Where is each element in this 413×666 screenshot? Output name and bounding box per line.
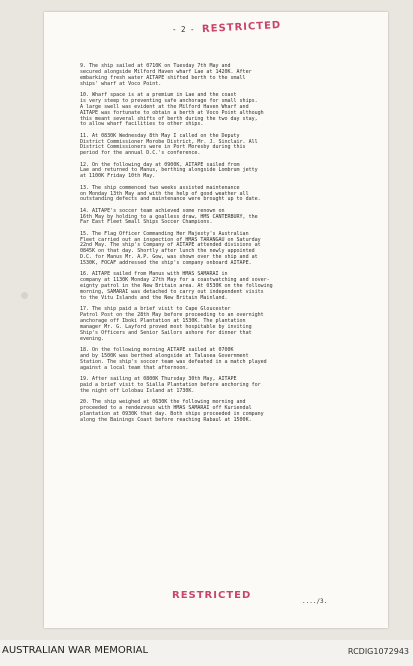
page-header (44, 18, 388, 38)
record-id: RCDIG1072943 (347, 647, 409, 656)
paragraph: 16. AITAPE sailed from Manus with HMAS SAMARAI in company at 1130K Monday 27th May for a coastwatching and sover- eignty patrol in the New Britain area. At 0530K on the following morning, SAMARAI was detached to carry out independent visits to the Vitu Islands and the New Britain Mainland. (80, 271, 273, 301)
classification-stamp-bottom: RESTRICTED (172, 590, 252, 601)
classification-stamp-top: RESTRICTED (201, 19, 282, 36)
continuation-marker: ..../3. (302, 598, 328, 605)
paragraph: 13. The ship commenced two weeks assisted maintenance on Monday 13th May and with the help of good weather all outstanding defects and maintenance were brought up to date. (80, 184, 261, 203)
paragraph: 12. On the following day at 0900K, AITAPE sailed from Lae and returned to Manus, berthing alongside Lombrum jetty at 1100K Friday 10th May. (80, 161, 258, 180)
paragraph: 18. On the following morning AITAPE sailed at 0700K and by 1500K was berthed alongside at Talasea Government Station. The ship's soccer team was defeated in a match played against a local team that afternoon. (80, 346, 267, 371)
paragraph: 17. The ship paid a brief visit to Cape Gloucester Patrol Post on the 28th May before proceeding to an overnight anchorage off Iboki Plantation at 1530K. The plantation manager Mr. G. Layford proved most hospitable by inviting Ship's Officers and Senior Sailors ashore for dinner that evening. (80, 306, 264, 342)
paragraph: 14. AITAPE's soccer team achieved some renown on 16th May by holding to a goalless draw, HMS CANTERBURY, the Far East Fleet Small Ships Soccer Champions. (80, 207, 258, 226)
paragraph: 10. Wharf space is at a premium in Lae and the coast is very steep to preventing safe anchorage for small ships. A large swell was evident at the Milford Haven Wharf and AITAPE was fortunate to obtain a berth at Voco Point although this meant several shifts of berth during the two day stay, to allow wharf facilities to other ships. (80, 91, 264, 128)
paragraph: 11. At 0830K Wednesday 8th May I called on the Deputy District Commissioner Morobe District, Mr. J. Sinclair. All District Commissioners were in Port Moresby during this period for the annual D.C.'s conference. (80, 132, 258, 157)
paragraph: 19. After sailing at 0800K Thursday 30th May, AITAPE paid a brief visit to Sialla Plantation before anchoring for the night off Lolobau Island at 1730K. (80, 375, 261, 394)
binder-hole (21, 292, 28, 299)
archive-footer (0, 640, 413, 666)
document-page (44, 12, 388, 628)
document-body (80, 64, 380, 429)
paragraph: 20. The ship weighed at 0630K the following morning and proceeded to a rendezvous with HMAS SAMARAI off Kuriendal plantation at 0930K that day. Both ships proceeded in company along the Bainings Coast before reaching Rabaul at 1500K. (80, 398, 264, 423)
institution-name: AUSTRALIAN WAR MEMORIAL (2, 645, 149, 656)
page-number: - 2 - (172, 25, 195, 34)
paragraph: 15. The Flag Officer Commanding Her Majesty's Australian Fleet carried out an inspection of HMAS TARANGAU on Saturday 22nd May. The ship's Company of AITAPE attended divisions at 0845K on that day. Shortly after lunch the newly appointed D.C. for Manus Mr. A.P. Gow, was shown over the ship and at 1530K, FOCAF addressed the ship's company onboard AITAPE. (80, 230, 261, 267)
paragraph: 9. The ship sailed at 0710K on Tuesday 7th May and secured alongside Milford Haven wharf Lae at 1420K. After embarking fresh water AITAPE shifted berth to the small ships' wharf at Voco Point. (80, 63, 252, 87)
